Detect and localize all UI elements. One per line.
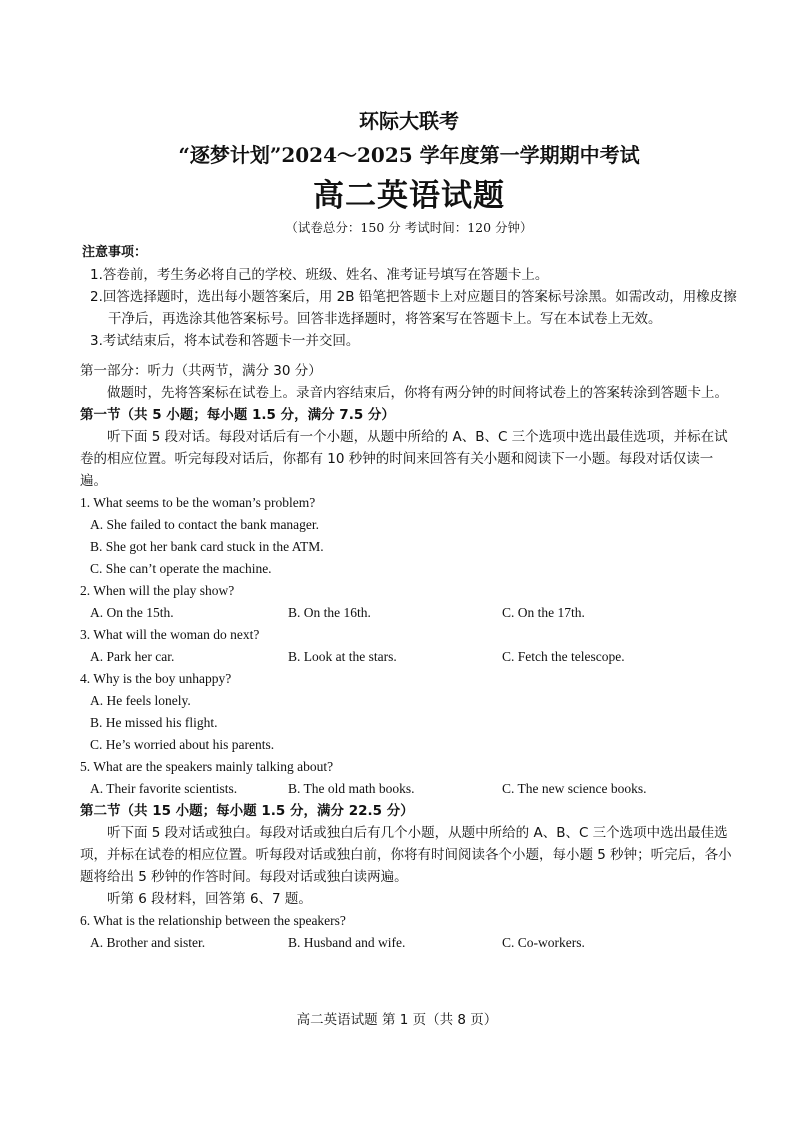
option-c: C. The new science books. [502, 781, 647, 796]
option-b: B. The old math books. [288, 781, 415, 796]
option-b: B. He missed his flight. [90, 715, 218, 730]
section2-material: 听第 6 段材料，回答第 6、7 题。 [107, 891, 312, 907]
option-b: B. Look at the stars. [288, 649, 397, 664]
question-stem: 3. What will the woman do next? [80, 627, 260, 642]
option-c: C. He’s worried about his parents. [90, 737, 275, 752]
options-row [80, 646, 738, 668]
section2-heading: 第二节（共 15 小题；每小题 1.5 分，满分 22.5 分） [80, 803, 414, 819]
notice-list [80, 264, 738, 352]
option-a: A. Park her car. [90, 649, 175, 664]
option-c: C. Co-workers. [502, 935, 585, 950]
section1-intro: 听下面 5 段对话。每段对话后有一个小题，从题中所给的 A、B、C 三个选项中选出最佳选项，并标在试卷的相应位置。听完每段对话后，你都有 10 秒钟的时间来回答有关小题和阅读下一小题。每段对话仅读一遍。 [80, 429, 728, 489]
notice-item: 3.考试结束后，将本试卷和答题卡一并交回。 [90, 333, 360, 349]
exam-plan-title: “逐梦计划”2024～2025 学年度第一学期期中考试 [178, 143, 640, 167]
question-stem: 4. Why is the boy unhappy? [80, 671, 232, 686]
exam-subject-title: 高二英语试题 [313, 178, 505, 214]
question-stem: 5. What are the speakers mainly talking about? [80, 759, 334, 774]
option-a: A. Brother and sister. [90, 935, 206, 950]
part1-heading: 第一部分：听力（共两节，满分 30 分） [80, 363, 322, 379]
options-row [80, 602, 738, 624]
question-stem: 6. What is the relationship between the speakers? [80, 913, 346, 928]
question-stem: 2. When will the play show? [80, 583, 235, 598]
notice-item: 1.答卷前，考生务必将自己的学校、班级、姓名、准考证号填写在答题卡上。 [90, 267, 549, 283]
option-c: C. On the 17th. [502, 605, 585, 620]
question-6 [80, 910, 738, 954]
exam-union-title: 环际大联考 [359, 109, 459, 133]
option-a: A. Their favorite scientists. [90, 781, 238, 796]
exam-meta: （试卷总分：150 分 考试时间：120 分钟） [285, 220, 533, 235]
option-c: C. Fetch the telescope. [502, 649, 625, 664]
option-a: A. She failed to contact the bank manager. [90, 517, 320, 532]
section2-intro: 听下面 5 段对话或独白。每段对话或独白后有几个小题，从题中所给的 A、B、C 三个选项中选出最佳选项，并标在试卷的相应位置。听每段对话或独白前，你将有时间阅读各个小题，每小题 5 秒钟；听完后，各小题将给出 5 秒钟的作答时间。每段对话或独白读两遍。 [80, 825, 732, 885]
question-5 [80, 756, 738, 800]
question-2 [80, 580, 738, 624]
option-a: A. He feels lonely. [90, 693, 191, 708]
question-stem: 1. What seems to be the woman’s problem? [80, 495, 316, 510]
option-a: A. On the 15th. [90, 605, 174, 620]
option-b: B. Husband and wife. [288, 935, 406, 950]
question-1 [80, 492, 738, 580]
question-3 [80, 624, 738, 668]
option-c: C. She can’t operate the machine. [90, 561, 272, 576]
option-b: B. She got her bank card stuck in the ATM. [90, 539, 324, 554]
options-row [80, 778, 738, 800]
option-b: B. On the 16th. [288, 605, 371, 620]
notice-item: 2.回答选择题时，选出每小题答案后，用 2B 铅笔把答题卡上对应题目的答案标号涂黑。如需改动，用橡皮擦干净后，再选涂其他答案标号。回答非选择题时，将答案写在答题卡上。写在本试卷上无效。 [90, 289, 737, 327]
part1-intro: 做题时，先将答案标在试卷上。录音内容结束后，你将有两分钟的时间将试卷上的答案转涂到答题卡上。 [107, 385, 728, 401]
notice-title: 注意事项： [82, 245, 148, 260]
section1-heading: 第一节（共 5 小题；每小题 1.5 分，满分 7.5 分） [80, 407, 395, 423]
page-footer: 高二英语试题 第 1 页（共 8 页） [296, 1012, 498, 1028]
options-row [80, 932, 738, 954]
question-4 [80, 668, 738, 756]
